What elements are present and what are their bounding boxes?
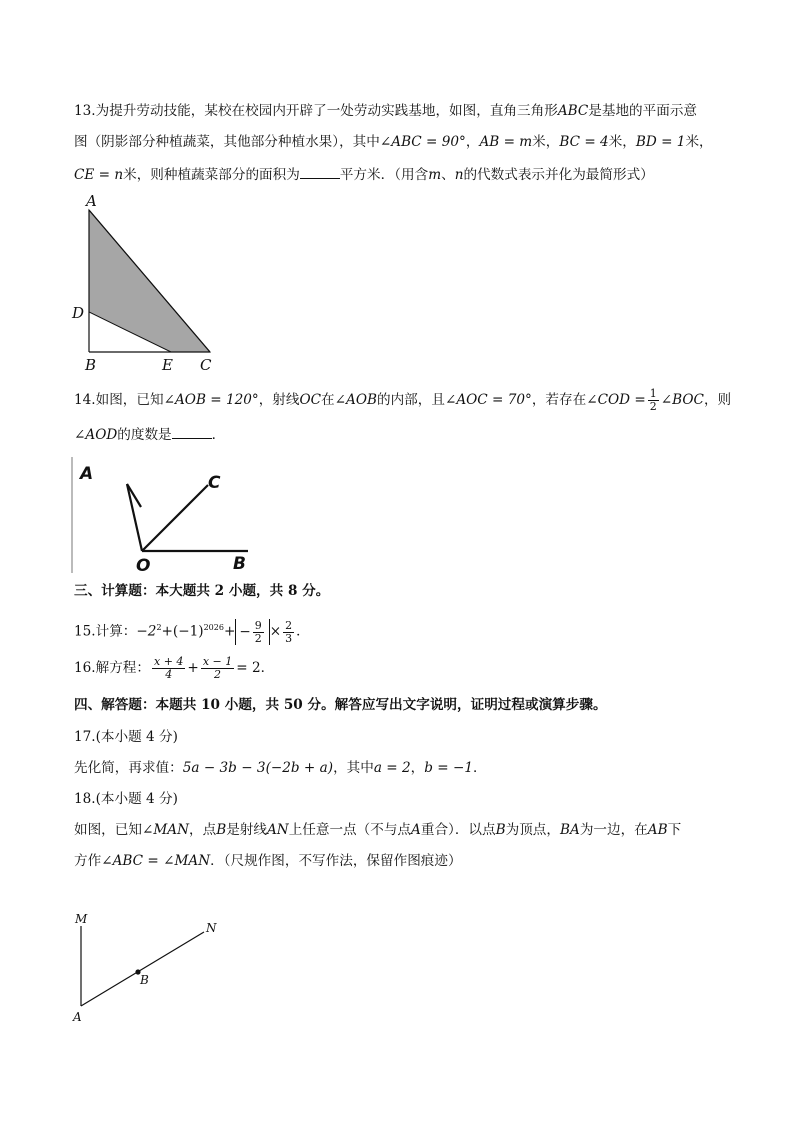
q13-line1: 13.为提升劳动技能，某校在校园内开辟了一处劳动实践基地，如图，直角三角形ABC是基地的平面示意 <box>74 103 698 119</box>
answer-blank <box>300 164 340 179</box>
q18-angle-figure <box>66 908 236 1028</box>
answer-blank <box>172 424 212 439</box>
q18-line1: 如图，已知∠MAN，点B是射线AN上任意一点（不与点A重合）．以点B为顶点，BA为一边，在AB下 <box>74 822 682 838</box>
q13-line3: CE = n米，则种植蔬菜部分的面积为 平方米．（用含m、n的代数式表示并化为最简形式） <box>74 164 754 185</box>
label-o: O <box>136 556 151 573</box>
label-n: N <box>206 921 217 935</box>
q15-line: 15.计算：$-2^2+(-1)^{2026}+$ − $\frac{9}{2}$ × $\frac{2}{3}$ ． <box>74 618 310 646</box>
label-c: C <box>200 356 212 374</box>
label-b: B <box>140 973 149 987</box>
label-e: E <box>162 356 173 374</box>
label-a: A <box>80 464 94 484</box>
label-b: B <box>233 554 246 573</box>
q14-line2: ∠AOD的度数是 ． <box>74 424 754 445</box>
q14-line1: 14.如图，已知∠AOB = 120°，射线OC在∠AOB的内部，且∠AOC = 70°，若存在∠COD = $\frac{1}{2}$ ∠BOC，则 <box>74 387 732 413</box>
q17-header: 17.(本小题 4 分) <box>74 729 178 745</box>
q14-angle-figure <box>70 455 260 573</box>
q16-line: 16.解方程： $\frac{x + 4}{4}$ + $\frac{x - 1}{2}$ = 2． <box>74 655 275 681</box>
q18-line2: 方作∠ABC = ∠MAN．（尺规作图，不写作法，保留作图痕迹） <box>74 853 462 869</box>
label-a: A <box>86 192 97 210</box>
section-4-heading: 四、解答题：本题共 10 小题，共 50 分。解答应写出文字说明，证明过程或演算步骤。 <box>74 697 607 713</box>
label-a: A <box>73 1010 82 1024</box>
q13-triangle-figure <box>70 190 230 375</box>
label-b: B <box>85 356 97 374</box>
absolute-value: − $\frac{9}{2}$ <box>235 619 269 645</box>
label-c: C <box>208 473 221 493</box>
label-m: M <box>75 912 88 926</box>
label-d: D <box>72 304 85 322</box>
q13-line2: 图（阴影部分种植蔬菜，其他部分种植水果），其中∠ABC = 90°，AB = m米，BC = 4米，BD = 1米， <box>74 134 713 150</box>
section-3-heading: 三、计算题：本大题共 2 小题，共 8 分。 <box>74 583 330 599</box>
q13-abc: ABC <box>557 103 589 119</box>
q17-line: 先化简，再求值：5a − 3b − 3(−2b + a)，其中a = 2，b = −1． <box>74 760 487 776</box>
q18-header: 18.(本小题 4 分) <box>74 791 178 807</box>
fraction-half: $\frac{1}{2}$ <box>649 387 657 413</box>
